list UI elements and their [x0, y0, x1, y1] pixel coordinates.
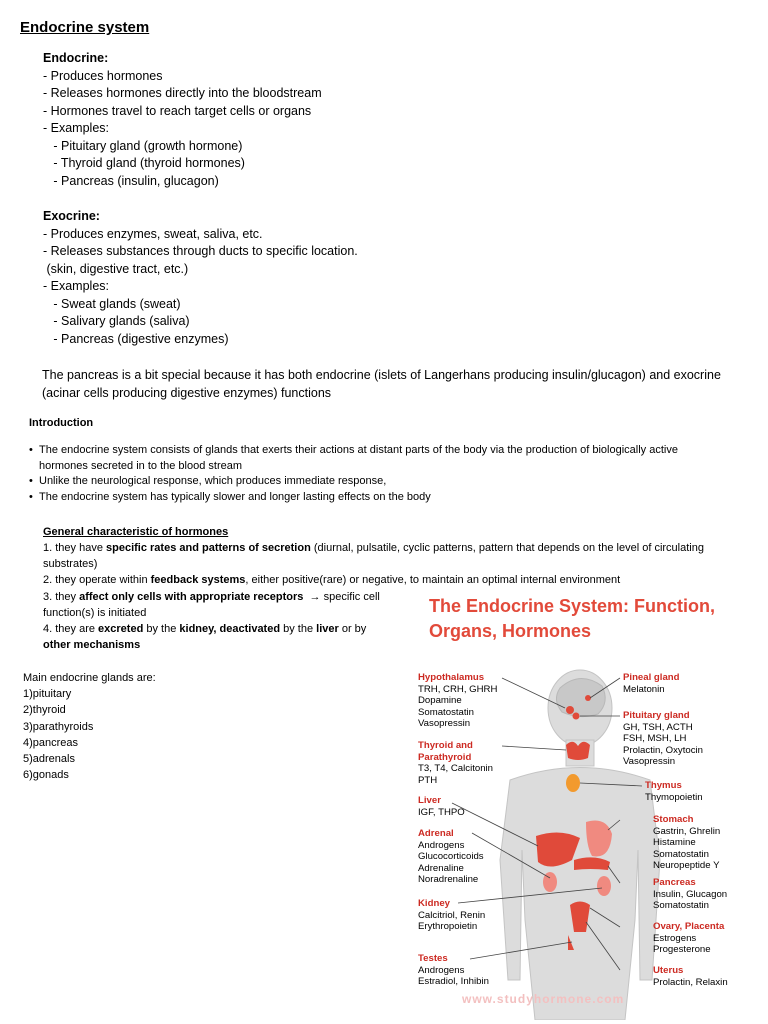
emphasis: specific rates and patterns of secretion	[106, 542, 311, 554]
emphasis: kidney, deactivated	[179, 623, 281, 635]
hypothalamus-shape	[566, 706, 574, 714]
text: 3. they	[43, 591, 80, 603]
introduction-list	[29, 443, 678, 505]
label-text: Erythropoietin	[418, 921, 478, 933]
list-item: 2)thyroid	[23, 704, 66, 717]
general-point-4-cont: other mechanisms	[43, 639, 141, 651]
thyroid-label	[418, 740, 493, 786]
label-title: Ovary, Placenta	[653, 921, 725, 932]
list-item: 4)pancreas	[23, 736, 79, 749]
label-text: Prolactin, Relaxin	[653, 976, 728, 988]
label-text: Somatostatin	[653, 848, 709, 860]
endocrine-line: - Pituitary gland (growth hormone)	[43, 138, 243, 153]
emphasis: feedback systems	[150, 574, 246, 586]
label-text: Histamine	[653, 837, 696, 849]
list-item: 5)adrenals	[23, 753, 75, 766]
text: , either positive(rare) or negative, to maintain an optimal internal environment	[245, 574, 621, 586]
label-text: Androgens	[418, 964, 465, 976]
label-title: Adrenal	[418, 828, 454, 839]
label-text: T3, T4, Calcitonin	[418, 763, 494, 775]
general-point-1	[43, 541, 755, 572]
label-title: Thyroid and	[418, 740, 473, 751]
label-title: Hypothalamus	[418, 672, 485, 683]
emphasis: excreted	[98, 623, 144, 635]
pancreas-note: The pancreas is a bit special because it has both endocrine (islets of Langerhans producing insulin/glucagon) and exocrine (acinar cells producing digestive enzymes) functions	[42, 368, 721, 400]
label-text: Prolactin, Oxytocin	[623, 744, 703, 756]
stomach-label	[653, 814, 720, 872]
glands-list	[23, 670, 156, 783]
liver-label	[418, 795, 465, 818]
list-item-text: hormones secreted in to the blood stream	[39, 459, 243, 472]
label-text: Estrogens	[653, 932, 697, 944]
list-item: 6)gonads	[23, 769, 69, 782]
label-title: Uterus	[653, 965, 684, 976]
label-text: PTH	[418, 774, 438, 786]
label-text: Somatostatin	[418, 706, 474, 718]
list-item	[29, 459, 678, 475]
general-point-4	[43, 622, 366, 638]
label-title: Kidney	[418, 898, 450, 909]
emphasis: liver	[316, 623, 339, 635]
label-text: Noradrenaline	[418, 874, 479, 886]
label-text: Thymopoietin	[645, 791, 703, 803]
label-text: Dopamine	[418, 695, 462, 707]
label-text: Insulin, Glucagon	[653, 888, 728, 900]
exocrine-heading: Exocrine:	[43, 209, 100, 223]
label-text: Adrenaline	[418, 862, 464, 874]
pituitary-shape	[573, 713, 580, 720]
endocrine-line: - Produces hormones	[43, 68, 163, 83]
label-text: Progesterone	[653, 944, 711, 956]
label-text: Glucocorticoids	[418, 851, 484, 863]
label-text: Estradiol, Inhibin	[418, 976, 489, 988]
endocrine-line: - Releases hormones directly into the bloodstream	[43, 86, 322, 100]
label-title: Stomach	[653, 814, 694, 825]
label-text: Somatostatin	[653, 900, 709, 912]
list-item	[29, 443, 678, 459]
testes-label	[418, 953, 489, 988]
bullet: •	[29, 490, 33, 503]
kidney-label	[418, 898, 485, 933]
list-item	[29, 474, 678, 490]
adrenal-label	[418, 828, 484, 886]
pancreas-label	[653, 877, 727, 912]
label-title: Pancreas	[653, 877, 696, 888]
label-text: Androgens	[418, 839, 465, 851]
list-item-text: The endocrine system consists of glands that exerts their actions at distant parts of the body via the production of biologically active	[39, 444, 678, 456]
exocrine-line: - Pancreas (digestive enzymes)	[43, 331, 229, 346]
list-item-text: Unlike the neurological response, which produces immediate response,	[39, 475, 387, 487]
label-text: TRH, CRH, GHRH	[418, 683, 498, 695]
endocrine-line: - Hormones travel to reach target cells or organs	[43, 103, 312, 118]
endocrine-line: - Pancreas (insulin, glucagon)	[43, 173, 219, 188]
general-point-3-cont: function(s) is initiated	[43, 607, 147, 619]
exocrine-section	[43, 208, 358, 348]
label-text: Calcitriol, Renin	[418, 909, 486, 921]
label-text: GH, TSH, ACTH	[623, 721, 693, 733]
endocrine-line: - Thyroid gland (thyroid hormones)	[43, 156, 245, 170]
general-point-3	[43, 590, 380, 606]
text: → specific cell	[303, 591, 380, 603]
label-text: Vasopressin	[418, 718, 471, 730]
list-item: 3)parathyroids	[23, 720, 94, 733]
list-item-text: The endocrine system has typically slower and longer lasting effects on the body	[39, 490, 431, 503]
label-title: Pituitary gland	[623, 710, 690, 721]
text: 4. they are	[43, 623, 99, 635]
label-text: Neuropeptide Y	[653, 860, 720, 872]
thymus-shape	[566, 774, 580, 792]
endocrine-section	[43, 50, 322, 190]
general-heading: General characteristic of hormones	[43, 526, 229, 538]
label-title: Parathyroid	[418, 751, 472, 763]
pineal-label	[623, 672, 680, 695]
list-item: 1)pituitary	[23, 688, 72, 701]
glands-heading: Main endocrine glands are:	[23, 672, 156, 684]
exocrine-line: - Sweat glands (sweat)	[43, 296, 181, 311]
bullet: •	[29, 444, 33, 456]
label-title: Thymus	[645, 780, 682, 791]
hypothalamus-label	[418, 672, 497, 730]
text: 2. they operate within	[43, 574, 151, 586]
exocrine-line: (skin, digestive tract, etc.)	[43, 261, 189, 276]
label-text: Vasopressin	[623, 756, 676, 768]
text: by the	[280, 623, 317, 635]
label-text: IGF, THPO	[418, 806, 465, 818]
label-title: Liver	[418, 795, 441, 806]
ovary-placenta-label	[653, 921, 724, 956]
thymus-label	[645, 780, 703, 803]
emphasis: affect only cells with appropriate receptors	[79, 591, 304, 603]
page-title: Endocrine system	[20, 19, 150, 36]
kidney-shape	[597, 876, 611, 896]
bullet: •	[29, 475, 33, 487]
label-title: Testes	[418, 953, 448, 964]
text: or by	[338, 623, 367, 635]
uterus-label	[653, 965, 728, 988]
watermark: www.studyhormone.com	[462, 992, 625, 1006]
exocrine-line: - Produces enzymes, sweat, saliva, etc.	[43, 226, 263, 241]
label-text: Melatonin	[623, 683, 665, 695]
label-text: Gastrin, Ghrelin	[653, 825, 721, 837]
exocrine-line: - Salivary glands (saliva)	[43, 314, 190, 328]
text: 1. they have	[43, 542, 106, 554]
endocrine-line: - Examples:	[43, 121, 109, 135]
exocrine-line: - Examples:	[43, 279, 109, 293]
text: by the	[143, 623, 180, 635]
label-title: Pineal gland	[623, 672, 680, 683]
exocrine-line: - Releases substances through ducts to specific location.	[43, 244, 358, 258]
label-text: FSH, MSH, LH	[623, 733, 687, 745]
list-item	[29, 490, 678, 506]
figure-title: The Endocrine System: Function, Organs, Hormones	[429, 596, 716, 641]
introduction-heading: Introduction	[29, 417, 94, 429]
pituitary-label	[623, 710, 703, 768]
endocrine-heading: Endocrine:	[43, 51, 109, 65]
text: (diurnal, pulsatile, cyclic patterns, pattern that depends on the level of circulating substrates)	[43, 542, 704, 570]
general-point-2	[43, 573, 620, 589]
